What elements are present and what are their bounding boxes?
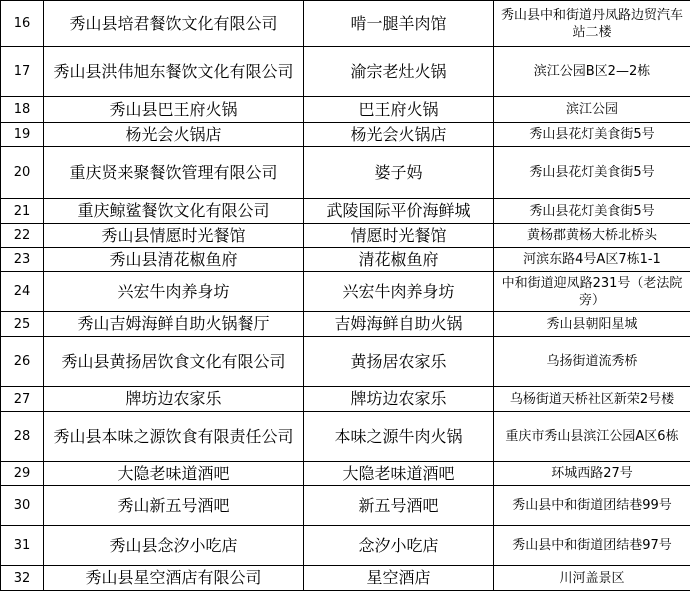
row-number: 28 (1, 412, 44, 462)
shop-name: 新五号酒吧 (304, 486, 494, 526)
row-number: 32 (1, 566, 44, 591)
table-row (1, 272, 690, 312)
row-number: 19 (1, 123, 44, 147)
address: 秀山县中和街道丹凤路边贸汽车站二楼 (494, 1, 690, 47)
table-row (1, 462, 690, 486)
address: 黄杨郡黄杨大桥北桥头 (494, 224, 690, 248)
row-number: 31 (1, 526, 44, 566)
table-row (1, 199, 690, 224)
address: 秀山县中和街道团结巷99号 (494, 486, 690, 526)
company-name: 牌坊边农家乐 (44, 387, 304, 412)
address: 秀山县中和街道团结巷97号 (494, 526, 690, 566)
address: 乌杨街道天桥社区新荣2号楼 (494, 387, 690, 412)
shop-name: 星空酒店 (304, 566, 494, 591)
table-row (1, 387, 690, 412)
address: 重庆市秀山县滨江公园A区6栋 (494, 412, 690, 462)
shop-name: 杨光会火锅店 (304, 123, 494, 147)
row-number: 20 (1, 147, 44, 199)
row-number: 30 (1, 486, 44, 526)
company-name: 秀山吉姆海鲜自助火锅餐厅 (44, 312, 304, 337)
row-number: 21 (1, 199, 44, 224)
table-row (1, 337, 690, 387)
shop-name: 牌坊边农家乐 (304, 387, 494, 412)
table-row (1, 248, 690, 272)
address: 秀山县花灯美食街5号 (494, 147, 690, 199)
company-name: 秀山县星空酒店有限公司 (44, 566, 304, 591)
address: 滨江公园B区2—2栋 (494, 47, 690, 97)
shop-name: 念汐小吃店 (304, 526, 494, 566)
row-number: 23 (1, 248, 44, 272)
company-name: 秀山县黄扬居饮食文化有限公司 (44, 337, 304, 387)
company-name: 兴宏牛肉养身坊 (44, 272, 304, 312)
company-name: 秀山县巴王府火锅 (44, 97, 304, 123)
company-name: 秀山县念汐小吃店 (44, 526, 304, 566)
shop-name: 啃一腿羊肉馆 (304, 1, 494, 47)
company-name: 秀山县清花椒鱼府 (44, 248, 304, 272)
table-row (1, 47, 690, 97)
table-row (1, 526, 690, 566)
row-number: 29 (1, 462, 44, 486)
table-row (1, 123, 690, 147)
address: 秀山县花灯美食街5号 (494, 123, 690, 147)
address: 河滨东路4号A区7栋1-1 (494, 248, 690, 272)
table-row (1, 412, 690, 462)
shop-name: 黄扬居农家乐 (304, 337, 494, 387)
company-name: 秀山县本味之源饮食有限责任公司 (44, 412, 304, 462)
row-number: 16 (1, 1, 44, 47)
company-name: 秀山新五号酒吧 (44, 486, 304, 526)
table-row (1, 566, 690, 591)
address: 中和街道迎凤路231号（老法院旁） (494, 272, 690, 312)
company-name: 大隐老味道酒吧 (44, 462, 304, 486)
shop-name: 婆子妈 (304, 147, 494, 199)
address: 秀山县朝阳星城 (494, 312, 690, 337)
company-name: 秀山县洪伟旭东餐饮文化有限公司 (44, 47, 304, 97)
table-row (1, 1, 690, 47)
table-row (1, 97, 690, 123)
shop-name: 清花椒鱼府 (304, 248, 494, 272)
address: 乌扬街道流秀桥 (494, 337, 690, 387)
row-number: 18 (1, 97, 44, 123)
company-name: 重庆鲸鲨餐饮文化有限公司 (44, 199, 304, 224)
shop-name: 情愿时光餐馆 (304, 224, 494, 248)
shop-name: 渝宗老灶火锅 (304, 47, 494, 97)
table-row (1, 486, 690, 526)
address: 秀山县花灯美食街5号 (494, 199, 690, 224)
company-name: 秀山县培君餐饮文化有限公司 (44, 1, 304, 47)
shop-name: 本味之源牛肉火锅 (304, 412, 494, 462)
address: 滨江公园 (494, 97, 690, 123)
row-number: 24 (1, 272, 44, 312)
shop-name: 兴宏牛肉养身坊 (304, 272, 494, 312)
company-name: 重庆贤来聚餐饮管理有限公司 (44, 147, 304, 199)
table-row (1, 312, 690, 337)
table-row (1, 147, 690, 199)
row-number: 27 (1, 387, 44, 412)
company-name: 杨光会火锅店 (44, 123, 304, 147)
shop-name: 吉姆海鲜自助火锅 (304, 312, 494, 337)
row-number: 22 (1, 224, 44, 248)
shop-name: 武陵国际平价海鲜城 (304, 199, 494, 224)
row-number: 26 (1, 337, 44, 387)
shop-name: 大隐老味道酒吧 (304, 462, 494, 486)
row-number: 17 (1, 47, 44, 97)
address: 川河盖景区 (494, 566, 690, 591)
row-number: 25 (1, 312, 44, 337)
company-name: 秀山县情愿时光餐馆 (44, 224, 304, 248)
table-row (1, 224, 690, 248)
address: 环城西路27号 (494, 462, 690, 486)
shop-name: 巴王府火锅 (304, 97, 494, 123)
